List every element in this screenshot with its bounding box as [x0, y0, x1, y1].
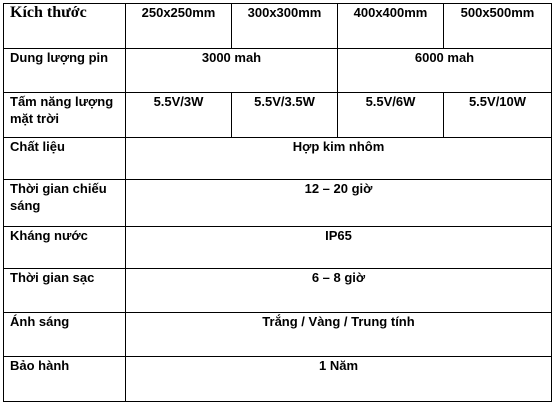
battery-label: Dung lượng pin	[4, 49, 126, 93]
warranty-value: 1 Năm	[126, 357, 552, 402]
table-row-lighting-time	[4, 180, 552, 227]
table-row-light-color	[4, 313, 552, 357]
waterproof-value: IP65	[126, 227, 552, 269]
warranty-label: Bảo hành	[4, 357, 126, 402]
table-row-charge-time	[4, 269, 552, 313]
table-row-size	[4, 4, 552, 49]
size-300: 300x300mm	[232, 4, 338, 49]
material-label: Chất liệu	[4, 138, 126, 180]
lighting-time-label: Thời gian chiếu sáng	[4, 180, 126, 227]
size-label: Kích thước	[4, 4, 126, 49]
size-500: 500x500mm	[444, 4, 552, 49]
solar-panel-300: 5.5V/3.5W	[232, 93, 338, 138]
charge-time-value: 6 – 8 giờ	[126, 269, 552, 313]
table-row-solar-panel	[4, 93, 552, 138]
size-250: 250x250mm	[126, 4, 232, 49]
table-row-battery	[4, 49, 552, 93]
table-row-waterproof	[4, 227, 552, 269]
solar-panel-250: 5.5V/3W	[126, 93, 232, 138]
charge-time-label: Thời gian sạc	[4, 269, 126, 313]
battery-large-value: 6000 mah	[338, 49, 552, 93]
waterproof-label: Kháng nước	[4, 227, 126, 269]
material-value: Hợp kim nhôm	[126, 138, 552, 180]
spec-table	[3, 3, 552, 402]
solar-panel-500: 5.5V/10W	[444, 93, 552, 138]
table-row-warranty	[4, 357, 552, 402]
lighting-time-value: 12 – 20 giờ	[126, 180, 552, 227]
solar-panel-label: Tấm năng lượng mặt trời	[4, 93, 126, 138]
solar-panel-400: 5.5V/6W	[338, 93, 444, 138]
light-color-label: Ánh sáng	[4, 313, 126, 357]
battery-small-value: 3000 mah	[126, 49, 338, 93]
size-400: 400x400mm	[338, 4, 444, 49]
table-row-material	[4, 138, 552, 180]
light-color-value: Trắng / Vàng / Trung tính	[126, 313, 552, 357]
